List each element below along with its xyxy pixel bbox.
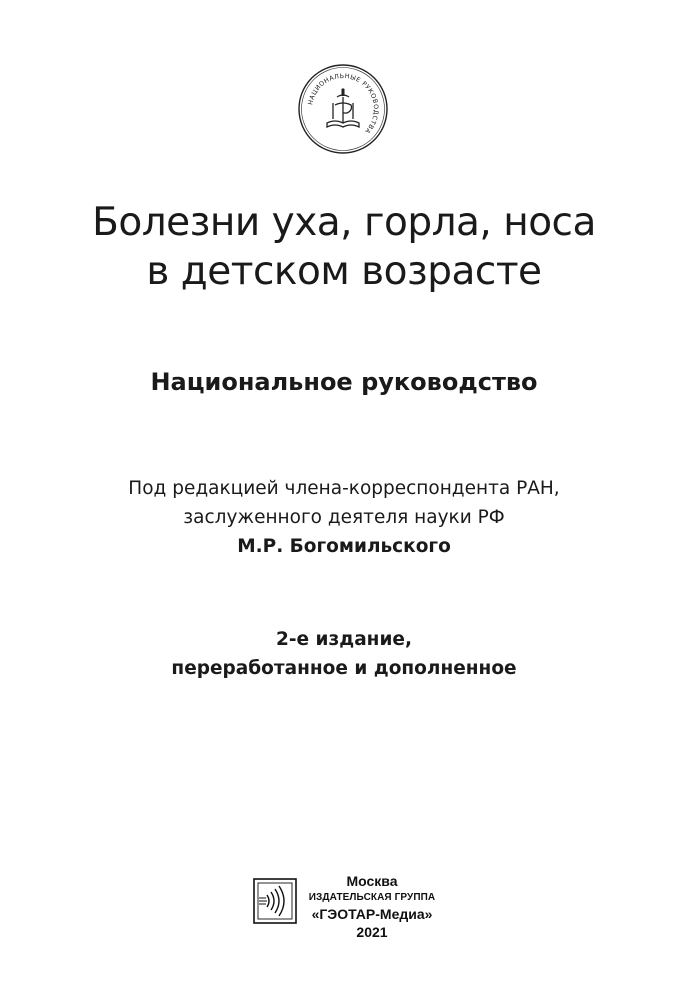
- publisher-logo-icon: [253, 878, 297, 924]
- publisher-city: Москва: [346, 873, 398, 889]
- publisher-group: ИЗДАТЕЛЬСКАЯ ГРУППА: [308, 892, 436, 903]
- edition-line-1: 2-е издание,: [276, 629, 412, 650]
- edition-line-2: переработанное и дополненное: [171, 658, 517, 679]
- publication-year: 2021: [356, 924, 388, 940]
- series-emblem-icon: [297, 63, 389, 155]
- editor-line-2: заслуженного деятеля науки РФ: [183, 507, 505, 528]
- publisher-name: «ГЭОТАР-Медиа»: [311, 906, 433, 922]
- book-title: [0, 198, 688, 296]
- edition-block: [0, 625, 688, 683]
- editor-name: М.Р. Богомильского: [237, 536, 451, 557]
- series-emblem-text: НАЦИОНАЛЬНЫЕ РУКОВОДСТВА: [307, 72, 380, 135]
- editor-block: [0, 474, 688, 561]
- publisher-imprint: [253, 872, 443, 944]
- publisher-text: [297, 872, 447, 941]
- series-emblem: [297, 63, 389, 155]
- editor-line-1: Под редакцией члена-корреспондента РАН,: [128, 478, 560, 499]
- book-subtitle: Национальное руководство: [150, 368, 538, 396]
- book-title-line-1: Болезни уха, горла, носа: [92, 200, 596, 245]
- book-title-line-2: в детском возрасте: [146, 249, 542, 294]
